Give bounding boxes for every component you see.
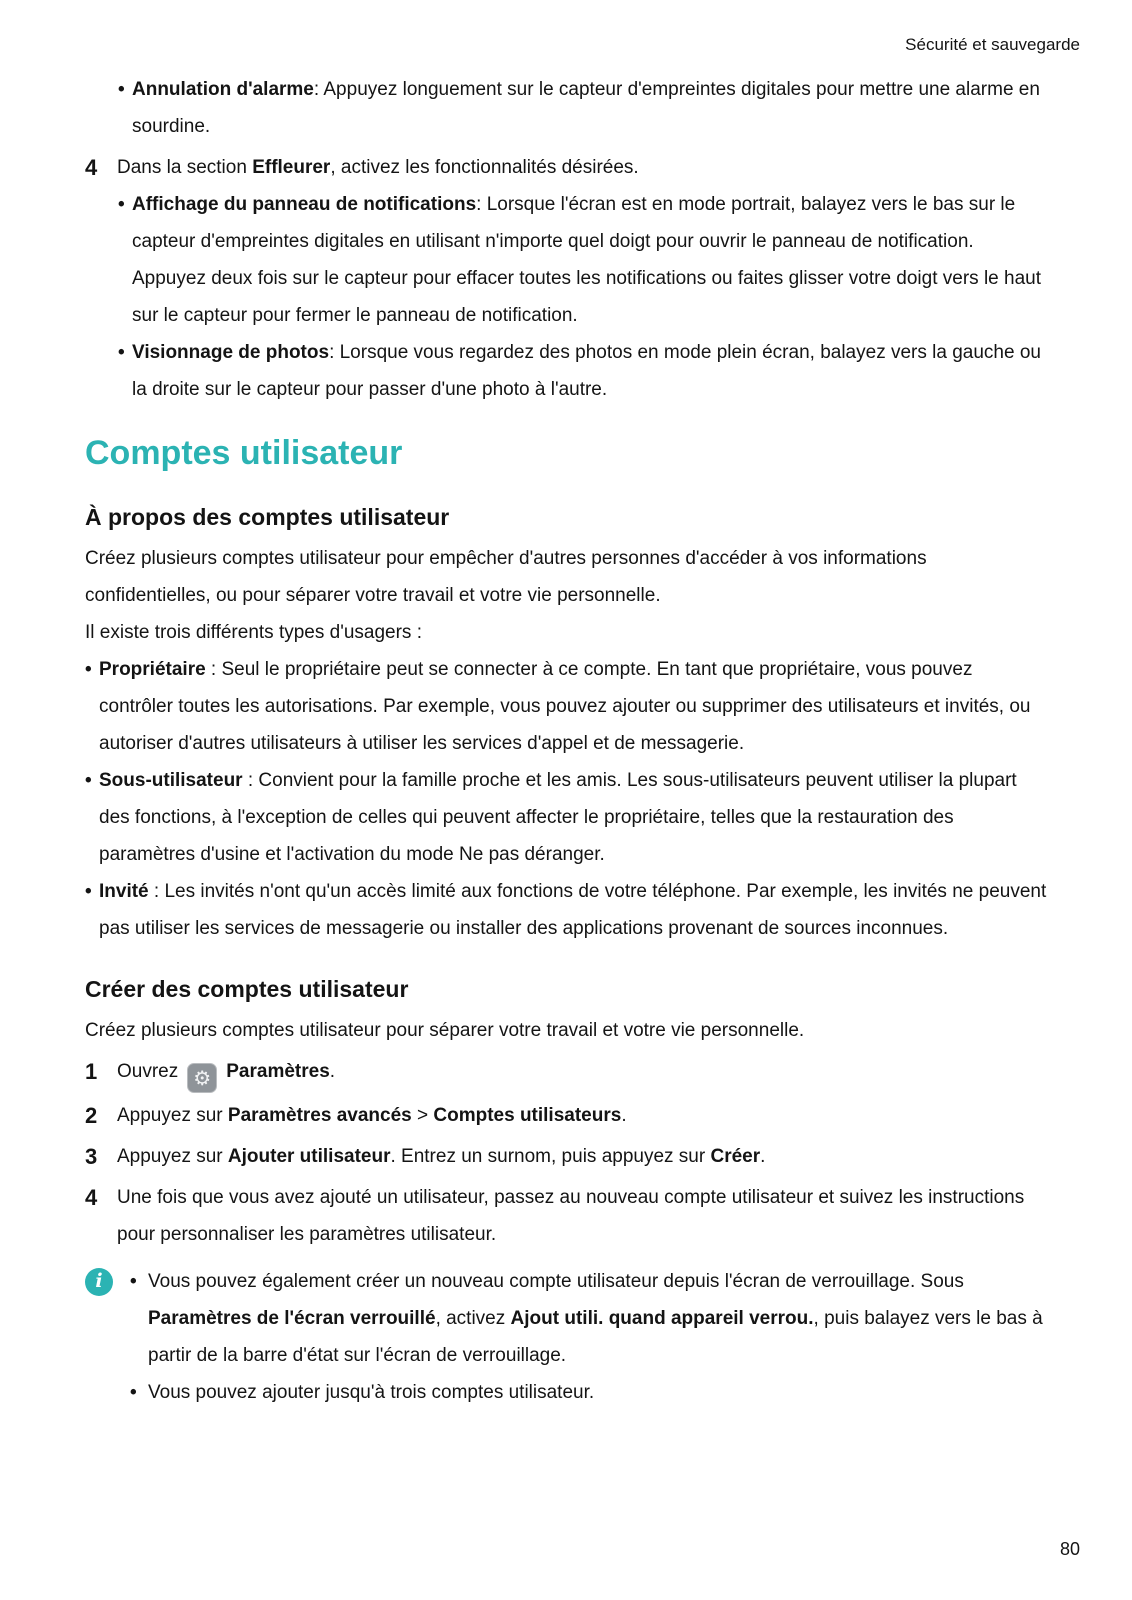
list-item-text: Sous-utilisateur : Convient pour la famille proche et les amis. Les sous-utilisateurs peuvent utiliser la plupart des fonctions, à l'exception de celles qui peuvent affecter le propriétaire, telles que la restauration des paramètres d'usine et l'activation du mode Ne pas déranger. — [99, 770, 1017, 865]
info-glyph: i — [95, 1270, 103, 1292]
list-item-notification-panel — [118, 186, 1047, 334]
list-item-text: Affichage du panneau de notifications: Lorsque l'écran est en mode portrait, balayez vers le bas sur le capteur d'empreintes digitales en utilisant n'importe quel doigt pour ouvrir le panneau de notification. Appuyez deux fois sur le capteur pour effacer toutes les notifications ou faites glisser votre doigt vers le haut sur le capteur pour fermer le panneau de notification. — [132, 194, 1041, 326]
bullet-dot — [118, 334, 132, 408]
paragraph: Créez plusieurs comptes utilisateur pour séparer votre travail et votre vie personnelle. — [85, 1020, 805, 1041]
bullet-dot — [118, 186, 132, 334]
step-row-switch-user — [85, 1179, 1047, 1253]
list-item-text: Invité : Les invités n'ont qu'un accès limité aux fonctions de votre téléphone. Par exemple, les invités ne peuvent pas utiliser les services de messagerie ou installer des applications provenant de sources inconnues. — [99, 881, 1047, 939]
list-item-sub-user — [85, 762, 1047, 873]
list-item-photo-browsing — [118, 334, 1047, 408]
step-text: Appuyez sur Ajouter utilisateur. Entrez un surnom, puis appuyez sur Créer. — [117, 1146, 766, 1167]
note-item-lockscreen — [130, 1263, 1047, 1374]
step-number: 4 — [85, 155, 98, 180]
step-number: 4 — [85, 1185, 98, 1210]
step-number: 3 — [85, 1144, 98, 1169]
list-item-text: Visionnage de photos: Lorsque vous regardez des photos en mode plein écran, balayez vers la gauche ou la droite sur le capteur pour passer d'une photo à l'autre. — [132, 342, 1041, 400]
section-heading-create: Créer des comptes utilisateur — [85, 976, 409, 1002]
step-number: 2 — [85, 1103, 98, 1128]
step-text: Dans la section Effleurer, activez les fonctionnalités désirées. — [117, 157, 639, 178]
step-text — [117, 1053, 1047, 1093]
section-heading-about: À propos des comptes utilisateur — [85, 504, 450, 530]
info-icon — [85, 1268, 113, 1296]
chapter-title: Comptes utilisateur — [85, 434, 403, 472]
step-text: Une fois que vous avez ajouté un utilisateur, passez au nouveau compte utilisateur et suivez les instructions pour personnaliser les paramètres utilisateur. — [117, 1187, 1025, 1245]
bullet-dot — [85, 762, 99, 873]
gear-glyph: ⚙ — [193, 1068, 212, 1090]
step-text-prefix: Ouvrez — [117, 1061, 179, 1082]
note-item-text: Vous pouvez ajouter jusqu'à trois comptes utilisateur. — [148, 1382, 595, 1403]
step-row-effleurer — [85, 149, 1047, 186]
settings-gear-icon — [187, 1063, 217, 1093]
step-row-add-user — [85, 1138, 1047, 1175]
running-header: Sécurité et sauvegarde — [905, 35, 1080, 54]
page-number: 80 — [1059, 1539, 1080, 1559]
note-item-text: Vous pouvez également créer un nouveau compte utilisateur depuis l'écran de verrouillage. Sous Paramètres de l'écran verrouillé, activez Ajout utili. quand appareil verrou., puis balayez vers le bas à partir de la barre d'état sur l'écran de verrouillage. — [148, 1271, 1043, 1366]
bullet-dot — [130, 1263, 148, 1374]
step-row-open-settings — [85, 1053, 1047, 1093]
paragraph: Créez plusieurs comptes utilisateur pour empêcher d'autres personnes d'accéder à vos informations confidentielles, ou pour séparer votre travail et votre vie personnelle. — [85, 548, 927, 606]
step-text: Appuyez sur Paramètres avancés > Comptes utilisateurs. — [117, 1105, 627, 1126]
list-item-text: Propriétaire : Seul le propriétaire peut se connecter à ce compte. En tant que propriétaire, vous pouvez contrôler toutes les autorisations. Par exemple, vous pouvez ajouter ou supprimer des utilisateurs et invités, ou autoriser d'autres utilisateurs à utiliser les services d'appel et de messagerie. — [99, 659, 1031, 754]
note-item-max-accounts — [130, 1374, 1047, 1411]
list-item-alarm-cancel — [118, 71, 1047, 145]
list-item-owner — [85, 651, 1047, 762]
list-item-text: Annulation d'alarme: Appuyez longuement sur le capteur d'empreintes digitales pour mettre une alarme en sourdine. — [132, 79, 1040, 137]
info-note — [85, 1263, 1080, 1411]
step-number: 1 — [85, 1059, 98, 1084]
paragraph: Il existe trois différents types d'usagers : — [85, 622, 422, 643]
list-item-guest — [85, 873, 1047, 947]
bullet-dot — [130, 1374, 148, 1411]
bullet-dot — [85, 873, 99, 947]
step-text-rest: Paramètres. — [226, 1061, 336, 1082]
note-list — [130, 1263, 1080, 1411]
bullet-dot — [118, 71, 132, 145]
step-row-advanced-settings — [85, 1097, 1047, 1134]
bullet-dot — [85, 651, 99, 762]
